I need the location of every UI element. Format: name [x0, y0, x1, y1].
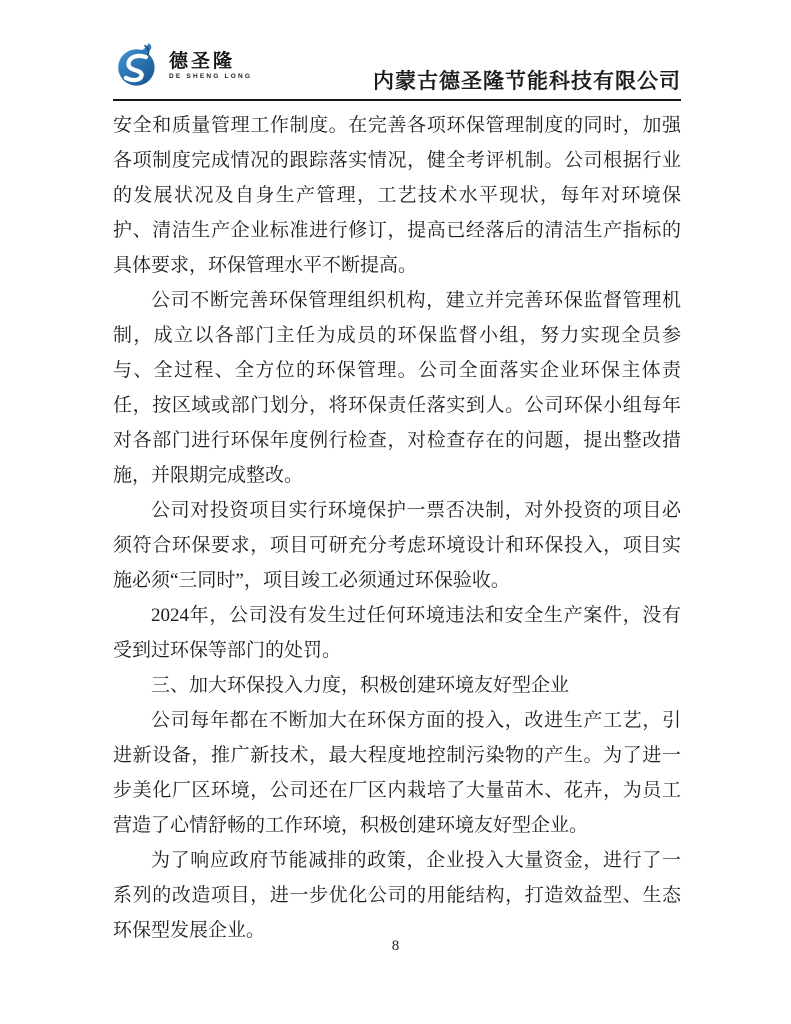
document-body — [113, 108, 681, 948]
body-paragraph: 公司不断完善环保管理组织机构，建立并完善环保监督管理机制，成立以各部门主任为成员的环保监督小组，努力实现全员参与、全过程、全方位的环保管理。公司全面落实企业环保主体责任，按区域或部门划分，将环保责任落实到人。公司环保小组每年对各部门进行环保年度例行检查，对检查存在的问题，提出整改措施，并限期完成整改。 — [113, 290, 681, 486]
body-paragraph: 2024年，公司没有发生过任何环境违法和安全生产案件，没有受到过环保等部门的处罚。 — [113, 605, 681, 661]
logo-name-cn: 德圣隆 — [169, 51, 236, 73]
section-heading: 三、加大环保投入力度，积极创建环境友好型企业 — [151, 675, 570, 696]
logo-name-en: DE SHENG LONG — [169, 73, 253, 81]
company-logo — [113, 38, 252, 95]
body-paragraph: 公司对投资项目实行环境保护一票否决制，对外投资的项目必须符合环保要求，项目可研充分考虑环境设计和环保投入，项目实施必须“三同时”，项目竣工必须通过环保验收。 — [113, 500, 681, 591]
page-header — [113, 38, 681, 101]
content-area — [113, 38, 681, 948]
dragon-s-emblem-icon — [113, 38, 165, 95]
page-number: 8 — [391, 938, 400, 954]
logo-wordmark — [169, 52, 252, 81]
body-paragraph: 公司每年都在不断加大在环保方面的投入，改进生产工艺，引进新设备，推广新技术，最大程度地控制污染物的产生。为了进一步美化厂区环境，公司还在厂区内栽培了大量苗木、花卉，为员工营造了心情舒畅的工作环境，积极创建环境友好型企业。 — [113, 710, 681, 836]
body-paragraph: 为了响应政府节能减排的政策，企业投入大量资金，进行了一系列的改造项目，进一步优化公司的用能结构，打造效益型、生态环保型发展企业。 — [113, 850, 681, 941]
company-name: 内蒙古德圣隆节能科技有限公司 — [373, 69, 681, 93]
body-paragraph: 安全和质量管理工作制度。在完善各项环保管理制度的同时，加强各项制度完成情况的跟踪落实情况，健全考评机制。公司根据行业的发展状况及自身生产管理，工艺技术水平现状，每年对环境保护、清洁生产企业标准进行修订，提高已经落后的清洁生产指标的具体要求，环保管理水平不断提高。 — [113, 115, 681, 276]
